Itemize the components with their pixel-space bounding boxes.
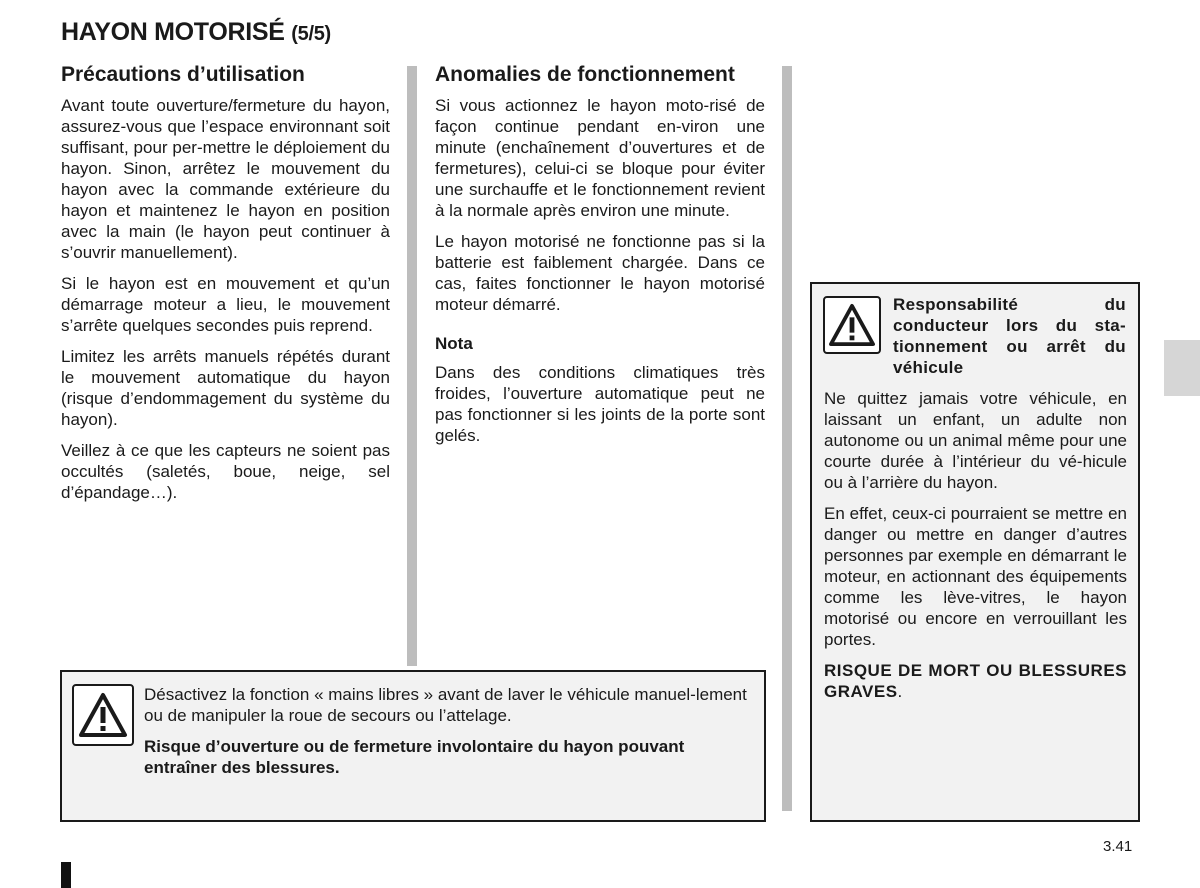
column-separator bbox=[782, 66, 792, 811]
right-warning-paragraph: En effet, ceux-ci pourraient se mettre en danger ou mettre en danger d’autres personnes par exemple en démarrant le moteur, en actionnant des équipements comme les lève-vitres, le hayon motorisé ou encore en verrouillant les portes. bbox=[824, 504, 1127, 649]
risk-suffix: . bbox=[897, 682, 903, 701]
precautions-paragraph: Avant toute ouverture/fermeture du hayon, assurez-vous que l’espace environnant soit suffisant, pour per-mettre le déploiement du hayon. Sinon, arrêtez le mouvement du hayon avec la commande extérieure du hayon et maintenez le hayon en position avec la main (le hayon peut continuer à s’ouvrir manuellement). bbox=[61, 96, 390, 262]
right-warning-box bbox=[810, 282, 1140, 822]
right-warning-paragraph: Ne quittez jamais votre véhicule, en laissant un enfant, un adulte non autonome ou un animal même pour une courte durée à l’intérieur du vé-hicule ou à l’arrière du hayon. bbox=[824, 389, 1127, 492]
chapter-tab bbox=[1164, 340, 1200, 396]
precautions-heading: Précautions d’utilisation bbox=[61, 63, 305, 86]
risk-text: RISQUE DE MORT OU BLESSURES GRAVES bbox=[824, 661, 1127, 701]
precautions-paragraph: Limitez les arrêts manuels répétés durant le mouvement automatique du hayon (risque d’endommagement du système du hayon). bbox=[61, 347, 390, 429]
right-warning-content bbox=[824, 388, 1127, 712]
risk-statement bbox=[824, 660, 1127, 702]
nota-label: Nota bbox=[435, 334, 473, 353]
precautions-paragraph: Si le hayon est en mouvement et qu’un démarrage moteur a lieu, le mouvement s’arrête quelques secondes puis reprend. bbox=[61, 274, 390, 335]
precautions-paragraph: Veillez à ce que les capteurs ne soient pas occultés (saletés, boue, neige, sel d’épandage…). bbox=[61, 441, 390, 502]
bottom-warning-box bbox=[60, 670, 766, 822]
warning-triangle-icon bbox=[72, 684, 134, 746]
anomalies-heading: Anomalies de fonctionnement bbox=[435, 63, 735, 86]
column-separator bbox=[407, 66, 417, 666]
column-anomalies bbox=[435, 62, 765, 456]
bottom-warning-bold-text: Risque d’ouverture ou de fermeture involontaire du hayon pouvant entraîner des blessures. bbox=[144, 737, 685, 777]
page-title-part: (5/5) bbox=[291, 23, 331, 45]
page-edge-marker bbox=[61, 862, 71, 888]
nota-text: Dans des conditions climatiques très froides, l’ouverture automatique peut ne pas fonctionner si les joints de la porte sont gelés. bbox=[435, 363, 765, 445]
warning-triangle-icon bbox=[823, 296, 881, 354]
page-number: 3.41 bbox=[1103, 838, 1133, 855]
page-title bbox=[61, 18, 331, 47]
bottom-warning-text: Désactivez la fonction « mains libres » avant de laver le véhicule manuel-lement ou de manipuler la roue de secours ou l’attelage. bbox=[144, 685, 747, 725]
right-warning-heading: Responsabilité du conducteur lors du sta-tionnement ou arrêt du véhicule bbox=[893, 295, 1126, 377]
column-precautions bbox=[61, 62, 390, 513]
anomalies-paragraph: Le hayon motorisé ne fonctionne pas si la batterie est faiblement chargée. Dans ce cas, faites fonctionner le hayon motorisé moteur démarré. bbox=[435, 232, 765, 314]
bottom-warning-content bbox=[144, 684, 752, 788]
anomalies-paragraph: Si vous actionnez le hayon moto-risé de façon continue pendant en-viron une minute (enchaînement d’ouvertures et de fermetures), celui-ci se bloque pour éviter une surchauffe et le fonctionnement revient à la normale après environ une minute. bbox=[435, 96, 765, 220]
page-title-main: HAYON MOTORISÉ bbox=[61, 18, 292, 46]
